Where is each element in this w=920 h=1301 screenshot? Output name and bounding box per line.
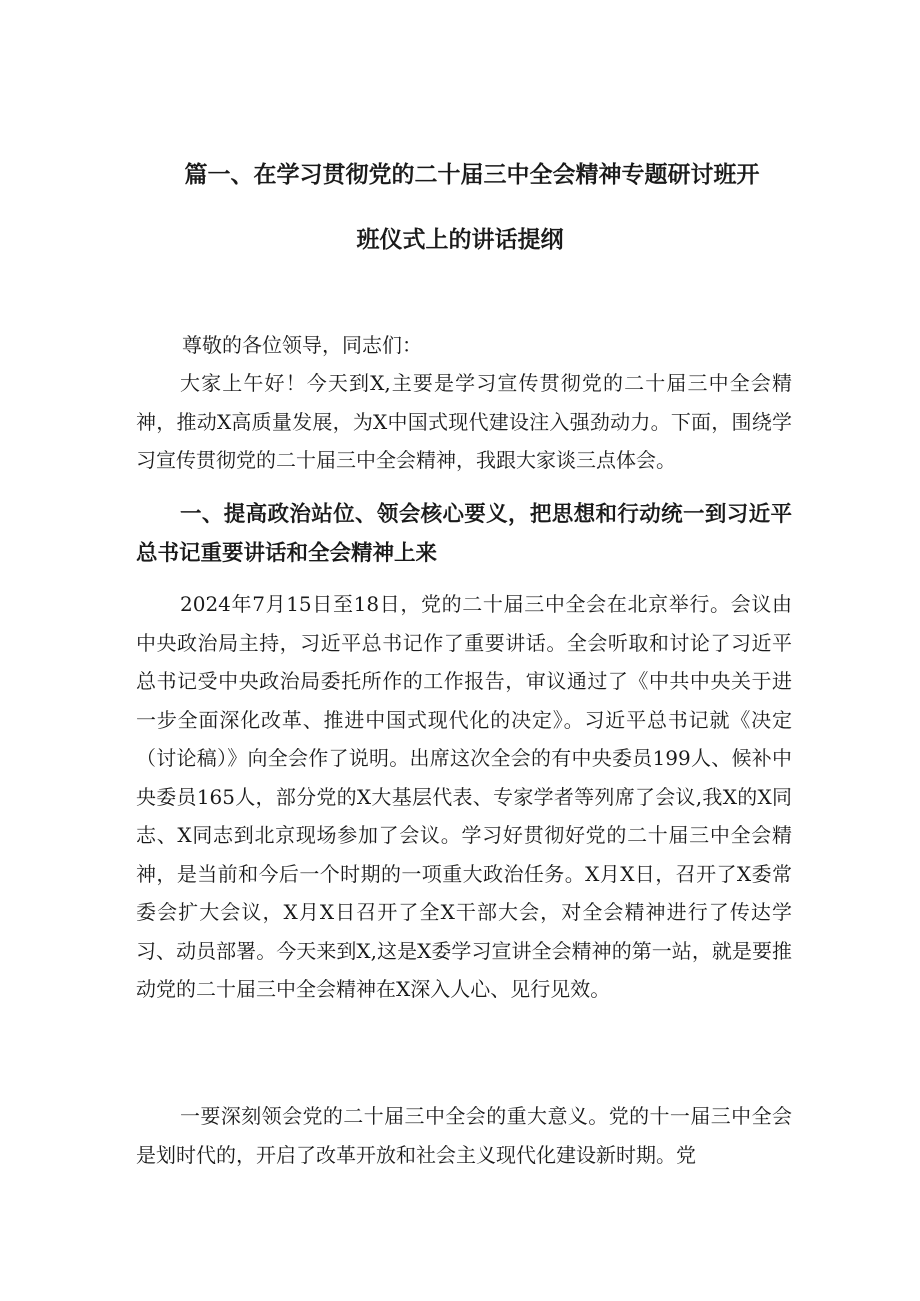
section-heading-1: 一、提高政治站位、领会核心要义，把思想和行动统一到习近平总书记重要讲话和全会精神上来 <box>136 502 792 566</box>
document-title-line-2: 班仪式上的讲话提纲 <box>356 227 564 253</box>
paragraph-opening: 大家上午好！今天到X,主要是学习宣传贯彻党的二十届三中全会精神，推动X高质量发展，为X中国式现代建设注入强劲动力。下面，围绕学习宣传贯彻党的二十届三中全会精神，我跟大家谈三点体会。 <box>136 371 792 472</box>
document-title-line-1: 篇一、在学习贯彻党的二十届三中全会精神专题研讨班开 <box>184 162 760 188</box>
paragraph-significance: 一要深刻领会党的二十届三中全会的重大意义。党的十一届三中全会是划时代的，开启了改革开放和社会主义现代化建设新时期。党 <box>136 1104 792 1167</box>
paragraph-plenum-background: 2024年7月15日至18日，党的二十届三中全会在北京举行。会议由中央政治局主持，习近平总书记作了重要讲话。全会听取和讨论了习近平总书记受中央政治局委托所作的工作报告，审议通过了《中共中央关于进一步全面深化改革、推进中国式现代化的决定》。习近平总书记就《决定（讨论稿）》向全会作了说明。出席这次全会的有中央委员199人、候补中央委员165人，部分党的X大基层代表、专家学者等列席了会议,我X的X同志、X同志到北京现场参加了会议。学习好贯彻好党的二十届三中全会精神，是当前和今后一个时期的一项重大政治任务。X月X日，召开了X委常委会扩大会议，X月X日召开了全X干部大会，对全会精神进行了传达学习、动员部署。今天来到X,这是X委学习宣讲全会精神的第一站，就是要推动党的二十届三中全会精神在X深入人心、见行见效。 <box>136 592 792 1001</box>
greeting: 尊敬的各位领导，同志们： <box>182 333 422 357</box>
